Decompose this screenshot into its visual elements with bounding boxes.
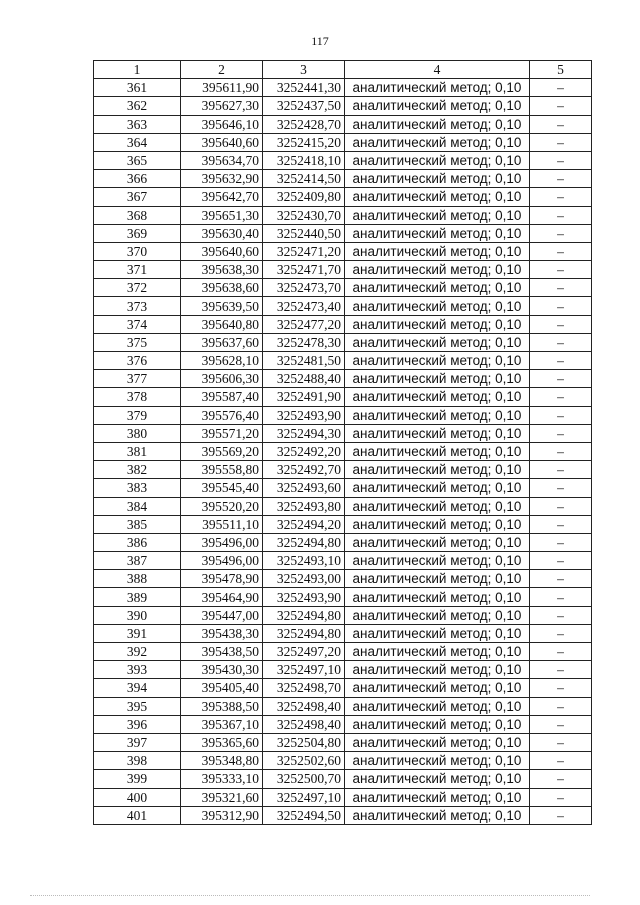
point-number-cell: 361 bbox=[94, 79, 181, 97]
note-cell: – bbox=[530, 333, 592, 351]
y-coordinate-cell: 3252494,80 bbox=[263, 606, 345, 624]
table-row bbox=[94, 370, 592, 388]
y-coordinate-cell: 3252478,30 bbox=[263, 333, 345, 351]
y-coordinate-cell: 3252498,40 bbox=[263, 715, 345, 733]
y-coordinate-cell: 3252441,30 bbox=[263, 79, 345, 97]
note-cell: – bbox=[530, 715, 592, 733]
method-cell: аналитический метод; 0,10 bbox=[345, 624, 530, 642]
table-row bbox=[94, 770, 592, 788]
method-cell: аналитический метод; 0,10 bbox=[345, 79, 530, 97]
note-cell: – bbox=[530, 588, 592, 606]
x-coordinate-cell: 395478,90 bbox=[181, 570, 263, 588]
method-cell: аналитический метод; 0,10 bbox=[345, 497, 530, 515]
x-coordinate-cell: 395430,30 bbox=[181, 661, 263, 679]
x-coordinate-cell: 395638,30 bbox=[181, 261, 263, 279]
x-coordinate-cell: 395640,80 bbox=[181, 315, 263, 333]
table-row bbox=[94, 461, 592, 479]
method-cell: аналитический метод; 0,10 bbox=[345, 151, 530, 169]
table-row bbox=[94, 333, 592, 351]
point-number-cell: 395 bbox=[94, 697, 181, 715]
y-coordinate-cell: 3252415,20 bbox=[263, 133, 345, 151]
y-coordinate-cell: 3252504,80 bbox=[263, 733, 345, 751]
method-cell: аналитический метод; 0,10 bbox=[345, 788, 530, 806]
method-cell: аналитический метод; 0,10 bbox=[345, 806, 530, 824]
method-cell: аналитический метод; 0,10 bbox=[345, 515, 530, 533]
note-cell: – bbox=[530, 497, 592, 515]
point-number-cell: 389 bbox=[94, 588, 181, 606]
y-coordinate-cell: 3252493,90 bbox=[263, 588, 345, 606]
method-cell: аналитический метод; 0,10 bbox=[345, 733, 530, 751]
point-number-cell: 375 bbox=[94, 333, 181, 351]
point-number-cell: 382 bbox=[94, 461, 181, 479]
method-cell: аналитический метод; 0,10 bbox=[345, 770, 530, 788]
table-row bbox=[94, 515, 592, 533]
x-coordinate-cell: 395321,60 bbox=[181, 788, 263, 806]
table-row bbox=[94, 170, 592, 188]
note-cell: – bbox=[530, 370, 592, 388]
note-cell: – bbox=[530, 624, 592, 642]
method-cell: аналитический метод; 0,10 bbox=[345, 406, 530, 424]
method-cell: аналитический метод; 0,10 bbox=[345, 370, 530, 388]
point-number-cell: 365 bbox=[94, 151, 181, 169]
table-row bbox=[94, 115, 592, 133]
note-cell: – bbox=[530, 606, 592, 624]
point-number-cell: 369 bbox=[94, 224, 181, 242]
table-row bbox=[94, 606, 592, 624]
y-coordinate-cell: 3252491,90 bbox=[263, 388, 345, 406]
x-coordinate-cell: 395520,20 bbox=[181, 497, 263, 515]
y-coordinate-cell: 3252437,50 bbox=[263, 97, 345, 115]
note-cell: – bbox=[530, 679, 592, 697]
point-number-cell: 377 bbox=[94, 370, 181, 388]
x-coordinate-cell: 395642,70 bbox=[181, 188, 263, 206]
y-coordinate-cell: 3252492,20 bbox=[263, 442, 345, 460]
x-coordinate-cell: 395628,10 bbox=[181, 352, 263, 370]
y-coordinate-cell: 3252430,70 bbox=[263, 206, 345, 224]
point-number-cell: 398 bbox=[94, 752, 181, 770]
point-number-cell: 376 bbox=[94, 352, 181, 370]
method-cell: аналитический метод; 0,10 bbox=[345, 170, 530, 188]
note-cell: – bbox=[530, 151, 592, 169]
method-cell: аналитический метод; 0,10 bbox=[345, 315, 530, 333]
column-header-1: 1 bbox=[94, 61, 181, 79]
method-cell: аналитический метод; 0,10 bbox=[345, 188, 530, 206]
note-cell: – bbox=[530, 770, 592, 788]
method-cell: аналитический метод; 0,10 bbox=[345, 297, 530, 315]
y-coordinate-cell: 3252493,10 bbox=[263, 552, 345, 570]
y-coordinate-cell: 3252493,00 bbox=[263, 570, 345, 588]
point-number-cell: 371 bbox=[94, 261, 181, 279]
note-cell: – bbox=[530, 188, 592, 206]
point-number-cell: 390 bbox=[94, 606, 181, 624]
y-coordinate-cell: 3252488,40 bbox=[263, 370, 345, 388]
point-number-cell: 372 bbox=[94, 279, 181, 297]
x-coordinate-cell: 395348,80 bbox=[181, 752, 263, 770]
method-cell: аналитический метод; 0,10 bbox=[345, 479, 530, 497]
table-row bbox=[94, 697, 592, 715]
table-row bbox=[94, 188, 592, 206]
note-cell: – bbox=[530, 224, 592, 242]
table-row bbox=[94, 79, 592, 97]
table-row bbox=[94, 479, 592, 497]
scan-footer-artifact bbox=[30, 895, 590, 899]
point-number-cell: 366 bbox=[94, 170, 181, 188]
point-number-cell: 381 bbox=[94, 442, 181, 460]
method-cell: аналитический метод; 0,10 bbox=[345, 424, 530, 442]
method-cell: аналитический метод; 0,10 bbox=[345, 115, 530, 133]
y-coordinate-cell: 3252414,50 bbox=[263, 170, 345, 188]
x-coordinate-cell: 395634,70 bbox=[181, 151, 263, 169]
note-cell: – bbox=[530, 570, 592, 588]
method-cell: аналитический метод; 0,10 bbox=[345, 352, 530, 370]
method-cell: аналитический метод; 0,10 bbox=[345, 333, 530, 351]
y-coordinate-cell: 3252497,10 bbox=[263, 788, 345, 806]
note-cell: – bbox=[530, 261, 592, 279]
point-number-cell: 386 bbox=[94, 533, 181, 551]
x-coordinate-cell: 395632,90 bbox=[181, 170, 263, 188]
method-cell: аналитический метод; 0,10 bbox=[345, 606, 530, 624]
y-coordinate-cell: 3252498,70 bbox=[263, 679, 345, 697]
point-number-cell: 379 bbox=[94, 406, 181, 424]
point-number-cell: 387 bbox=[94, 552, 181, 570]
point-number-cell: 373 bbox=[94, 297, 181, 315]
point-number-cell: 378 bbox=[94, 388, 181, 406]
column-header-3: 3 bbox=[263, 61, 345, 79]
x-coordinate-cell: 395569,20 bbox=[181, 442, 263, 460]
point-number-cell: 370 bbox=[94, 242, 181, 260]
x-coordinate-cell: 395438,50 bbox=[181, 643, 263, 661]
y-coordinate-cell: 3252497,20 bbox=[263, 643, 345, 661]
note-cell: – bbox=[530, 806, 592, 824]
note-cell: – bbox=[530, 79, 592, 97]
table-row bbox=[94, 624, 592, 642]
y-coordinate-cell: 3252492,70 bbox=[263, 461, 345, 479]
note-cell: – bbox=[530, 479, 592, 497]
method-cell: аналитический метод; 0,10 bbox=[345, 552, 530, 570]
method-cell: аналитический метод; 0,10 bbox=[345, 570, 530, 588]
note-cell: – bbox=[530, 115, 592, 133]
x-coordinate-cell: 395646,10 bbox=[181, 115, 263, 133]
table-row bbox=[94, 588, 592, 606]
point-number-cell: 383 bbox=[94, 479, 181, 497]
x-coordinate-cell: 395438,30 bbox=[181, 624, 263, 642]
note-cell: – bbox=[530, 515, 592, 533]
column-header-4: 4 bbox=[345, 61, 530, 79]
note-cell: – bbox=[530, 552, 592, 570]
point-number-cell: 392 bbox=[94, 643, 181, 661]
point-number-cell: 384 bbox=[94, 497, 181, 515]
x-coordinate-cell: 395640,60 bbox=[181, 133, 263, 151]
note-cell: – bbox=[530, 388, 592, 406]
point-number-cell: 368 bbox=[94, 206, 181, 224]
x-coordinate-cell: 395630,40 bbox=[181, 224, 263, 242]
note-cell: – bbox=[530, 315, 592, 333]
x-coordinate-cell: 395639,50 bbox=[181, 297, 263, 315]
column-header-2: 2 bbox=[181, 61, 263, 79]
table-row bbox=[94, 570, 592, 588]
x-coordinate-cell: 395388,50 bbox=[181, 697, 263, 715]
x-coordinate-cell: 395571,20 bbox=[181, 424, 263, 442]
x-coordinate-cell: 395576,40 bbox=[181, 406, 263, 424]
note-cell: – bbox=[530, 697, 592, 715]
table-row bbox=[94, 442, 592, 460]
note-cell: – bbox=[530, 406, 592, 424]
note-cell: – bbox=[530, 242, 592, 260]
method-cell: аналитический метод; 0,10 bbox=[345, 752, 530, 770]
table-row bbox=[94, 97, 592, 115]
note-cell: – bbox=[530, 752, 592, 770]
x-coordinate-cell: 395447,00 bbox=[181, 606, 263, 624]
point-number-cell: 400 bbox=[94, 788, 181, 806]
y-coordinate-cell: 3252409,80 bbox=[263, 188, 345, 206]
note-cell: – bbox=[530, 442, 592, 460]
point-number-cell: 380 bbox=[94, 424, 181, 442]
x-coordinate-cell: 395365,60 bbox=[181, 733, 263, 751]
method-cell: аналитический метод; 0,10 bbox=[345, 388, 530, 406]
table-row bbox=[94, 242, 592, 260]
y-coordinate-cell: 3252471,70 bbox=[263, 261, 345, 279]
y-coordinate-cell: 3252498,40 bbox=[263, 697, 345, 715]
note-cell: – bbox=[530, 733, 592, 751]
note-cell: – bbox=[530, 643, 592, 661]
table-row bbox=[94, 151, 592, 169]
table-row bbox=[94, 533, 592, 551]
point-number-cell: 364 bbox=[94, 133, 181, 151]
note-cell: – bbox=[530, 788, 592, 806]
table-row bbox=[94, 206, 592, 224]
x-coordinate-cell: 395606,30 bbox=[181, 370, 263, 388]
note-cell: – bbox=[530, 661, 592, 679]
y-coordinate-cell: 3252473,70 bbox=[263, 279, 345, 297]
point-number-cell: 394 bbox=[94, 679, 181, 697]
note-cell: – bbox=[530, 533, 592, 551]
x-coordinate-cell: 395333,10 bbox=[181, 770, 263, 788]
x-coordinate-cell: 395511,10 bbox=[181, 515, 263, 533]
point-number-cell: 391 bbox=[94, 624, 181, 642]
table-row bbox=[94, 552, 592, 570]
y-coordinate-cell: 3252493,60 bbox=[263, 479, 345, 497]
x-coordinate-cell: 395627,30 bbox=[181, 97, 263, 115]
note-cell: – bbox=[530, 424, 592, 442]
table-row bbox=[94, 497, 592, 515]
y-coordinate-cell: 3252428,70 bbox=[263, 115, 345, 133]
method-cell: аналитический метод; 0,10 bbox=[345, 224, 530, 242]
point-number-cell: 388 bbox=[94, 570, 181, 588]
note-cell: – bbox=[530, 133, 592, 151]
method-cell: аналитический метод; 0,10 bbox=[345, 279, 530, 297]
y-coordinate-cell: 3252500,70 bbox=[263, 770, 345, 788]
method-cell: аналитический метод; 0,10 bbox=[345, 643, 530, 661]
column-header-5: 5 bbox=[530, 61, 592, 79]
table-row bbox=[94, 315, 592, 333]
point-number-cell: 374 bbox=[94, 315, 181, 333]
table-row bbox=[94, 352, 592, 370]
page-number: 117 bbox=[311, 34, 329, 48]
table-row bbox=[94, 297, 592, 315]
method-cell: аналитический метод; 0,10 bbox=[345, 442, 530, 460]
x-coordinate-cell: 395637,60 bbox=[181, 333, 263, 351]
table-row bbox=[94, 224, 592, 242]
x-coordinate-cell: 395651,30 bbox=[181, 206, 263, 224]
method-cell: аналитический метод; 0,10 bbox=[345, 461, 530, 479]
table-row bbox=[94, 424, 592, 442]
point-number-cell: 396 bbox=[94, 715, 181, 733]
table-row bbox=[94, 133, 592, 151]
x-coordinate-cell: 395638,60 bbox=[181, 279, 263, 297]
table-row bbox=[94, 733, 592, 751]
x-coordinate-cell: 395312,90 bbox=[181, 806, 263, 824]
note-cell: – bbox=[530, 461, 592, 479]
point-number-cell: 397 bbox=[94, 733, 181, 751]
x-coordinate-cell: 395405,40 bbox=[181, 679, 263, 697]
table-row bbox=[94, 279, 592, 297]
y-coordinate-cell: 3252494,50 bbox=[263, 806, 345, 824]
x-coordinate-cell: 395496,00 bbox=[181, 533, 263, 551]
y-coordinate-cell: 3252497,10 bbox=[263, 661, 345, 679]
method-cell: аналитический метод; 0,10 bbox=[345, 661, 530, 679]
x-coordinate-cell: 395558,80 bbox=[181, 461, 263, 479]
y-coordinate-cell: 3252494,80 bbox=[263, 533, 345, 551]
table-row bbox=[94, 406, 592, 424]
y-coordinate-cell: 3252493,90 bbox=[263, 406, 345, 424]
x-coordinate-cell: 395545,40 bbox=[181, 479, 263, 497]
y-coordinate-cell: 3252418,10 bbox=[263, 151, 345, 169]
x-coordinate-cell: 395367,10 bbox=[181, 715, 263, 733]
x-coordinate-cell: 395464,90 bbox=[181, 588, 263, 606]
table-row bbox=[94, 715, 592, 733]
method-cell: аналитический метод; 0,10 bbox=[345, 588, 530, 606]
point-number-cell: 385 bbox=[94, 515, 181, 533]
table-row bbox=[94, 261, 592, 279]
x-coordinate-cell: 395640,60 bbox=[181, 242, 263, 260]
x-coordinate-cell: 395587,40 bbox=[181, 388, 263, 406]
method-cell: аналитический метод; 0,10 bbox=[345, 242, 530, 260]
method-cell: аналитический метод; 0,10 bbox=[345, 133, 530, 151]
point-number-cell: 362 bbox=[94, 97, 181, 115]
point-number-cell: 393 bbox=[94, 661, 181, 679]
method-cell: аналитический метод; 0,10 bbox=[345, 97, 530, 115]
coordinates-table bbox=[93, 60, 592, 825]
x-coordinate-cell: 395496,00 bbox=[181, 552, 263, 570]
note-cell: – bbox=[530, 97, 592, 115]
table-row bbox=[94, 788, 592, 806]
y-coordinate-cell: 3252473,40 bbox=[263, 297, 345, 315]
note-cell: – bbox=[530, 170, 592, 188]
table-body bbox=[94, 79, 592, 825]
table-row bbox=[94, 752, 592, 770]
table-row bbox=[94, 661, 592, 679]
table-row bbox=[94, 388, 592, 406]
method-cell: аналитический метод; 0,10 bbox=[345, 679, 530, 697]
note-cell: – bbox=[530, 352, 592, 370]
y-coordinate-cell: 3252477,20 bbox=[263, 315, 345, 333]
method-cell: аналитический метод; 0,10 bbox=[345, 206, 530, 224]
y-coordinate-cell: 3252440,50 bbox=[263, 224, 345, 242]
table-row bbox=[94, 806, 592, 824]
note-cell: – bbox=[530, 279, 592, 297]
table-row bbox=[94, 679, 592, 697]
y-coordinate-cell: 3252494,30 bbox=[263, 424, 345, 442]
y-coordinate-cell: 3252494,80 bbox=[263, 624, 345, 642]
method-cell: аналитический метод; 0,10 bbox=[345, 715, 530, 733]
x-coordinate-cell: 395611,90 bbox=[181, 79, 263, 97]
y-coordinate-cell: 3252471,20 bbox=[263, 242, 345, 260]
method-cell: аналитический метод; 0,10 bbox=[345, 533, 530, 551]
method-cell: аналитический метод; 0,10 bbox=[345, 261, 530, 279]
note-cell: – bbox=[530, 206, 592, 224]
point-number-cell: 363 bbox=[94, 115, 181, 133]
y-coordinate-cell: 3252493,80 bbox=[263, 497, 345, 515]
y-coordinate-cell: 3252502,60 bbox=[263, 752, 345, 770]
y-coordinate-cell: 3252494,20 bbox=[263, 515, 345, 533]
point-number-cell: 367 bbox=[94, 188, 181, 206]
method-cell: аналитический метод; 0,10 bbox=[345, 697, 530, 715]
point-number-cell: 401 bbox=[94, 806, 181, 824]
table-row bbox=[94, 643, 592, 661]
note-cell: – bbox=[530, 297, 592, 315]
table-header-row bbox=[94, 61, 592, 79]
point-number-cell: 399 bbox=[94, 770, 181, 788]
y-coordinate-cell: 3252481,50 bbox=[263, 352, 345, 370]
